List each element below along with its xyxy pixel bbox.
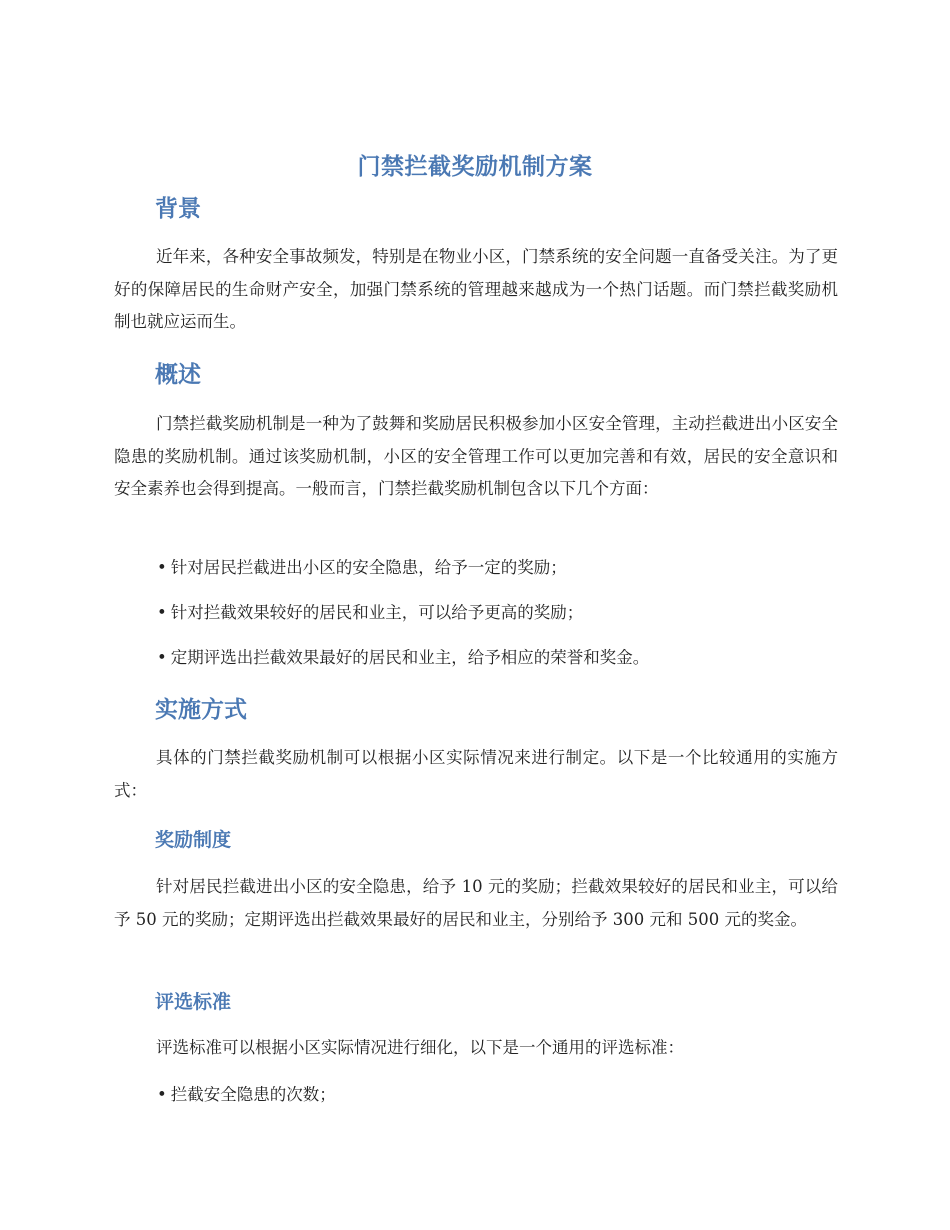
list-item (157, 601, 583, 625)
document-title: 门禁拦截奖励机制方案 (357, 154, 593, 180)
paragraph-background: 近年来，各种安全事故频发，特别是在物业小区，门禁系统的安全问题一直备受关注。为了更好的保障居民的生命财产安全，加强门禁系统的管理越来越成为一个热门话题。而门禁拦截奖励机制也就应运而生。 (114, 247, 838, 331)
paragraph-overview: 门禁拦截奖励机制是一种为了鼓舞和奖励居民积极参加小区安全管理，主动拦截进出小区安全隐患的奖励机制。通过该奖励机制，小区的安全管理工作可以更加完善和有效，居民的安全意识和安全素养也会得到提高。一般而言，门禁拦截奖励机制包含以下几个方面： (114, 414, 838, 498)
bullet-icon: • (157, 558, 167, 577)
bullet-icon: • (157, 648, 167, 667)
list-item-text: 拦截安全隐患的次数； (170, 1085, 336, 1104)
list-item-text: 针对拦截效果较好的居民和业主，可以给予更高的奖励； (170, 603, 584, 622)
paragraph-criteria: 评选标准可以根据小区实际情况进行细化，以下是一个通用的评选标准： (156, 1038, 684, 1057)
list-item (157, 1083, 336, 1107)
paragraph-reward-system: 针对居民拦截进出小区的安全隐患，给予 10 元的奖励；拦截效果较好的居民和业主，可以给予 50 元的奖励；定期评选出拦截效果最好的居民和业主，分别给予 300 元和 500 元的奖金。 (114, 877, 838, 929)
list-item-text: 针对居民拦截进出小区的安全隐患，给予一定的奖励； (170, 558, 567, 577)
heading-criteria: 评选标准 (155, 991, 232, 1013)
heading-background: 背景 (155, 196, 201, 222)
paragraph-implementation: 具体的门禁拦截奖励机制可以根据小区实际情况来进行制定。以下是一个比较通用的实施方式： (114, 748, 838, 800)
heading-implementation: 实施方式 (155, 697, 247, 723)
list-item (157, 646, 649, 670)
bullet-icon: • (157, 603, 167, 622)
list-item-text: 定期评选出拦截效果最好的居民和业主，给予相应的荣誉和奖金。 (170, 648, 650, 667)
heading-overview: 概述 (155, 362, 201, 388)
list-item (157, 556, 567, 580)
heading-reward-system: 奖励制度 (155, 829, 232, 851)
bullet-icon: • (157, 1085, 167, 1104)
